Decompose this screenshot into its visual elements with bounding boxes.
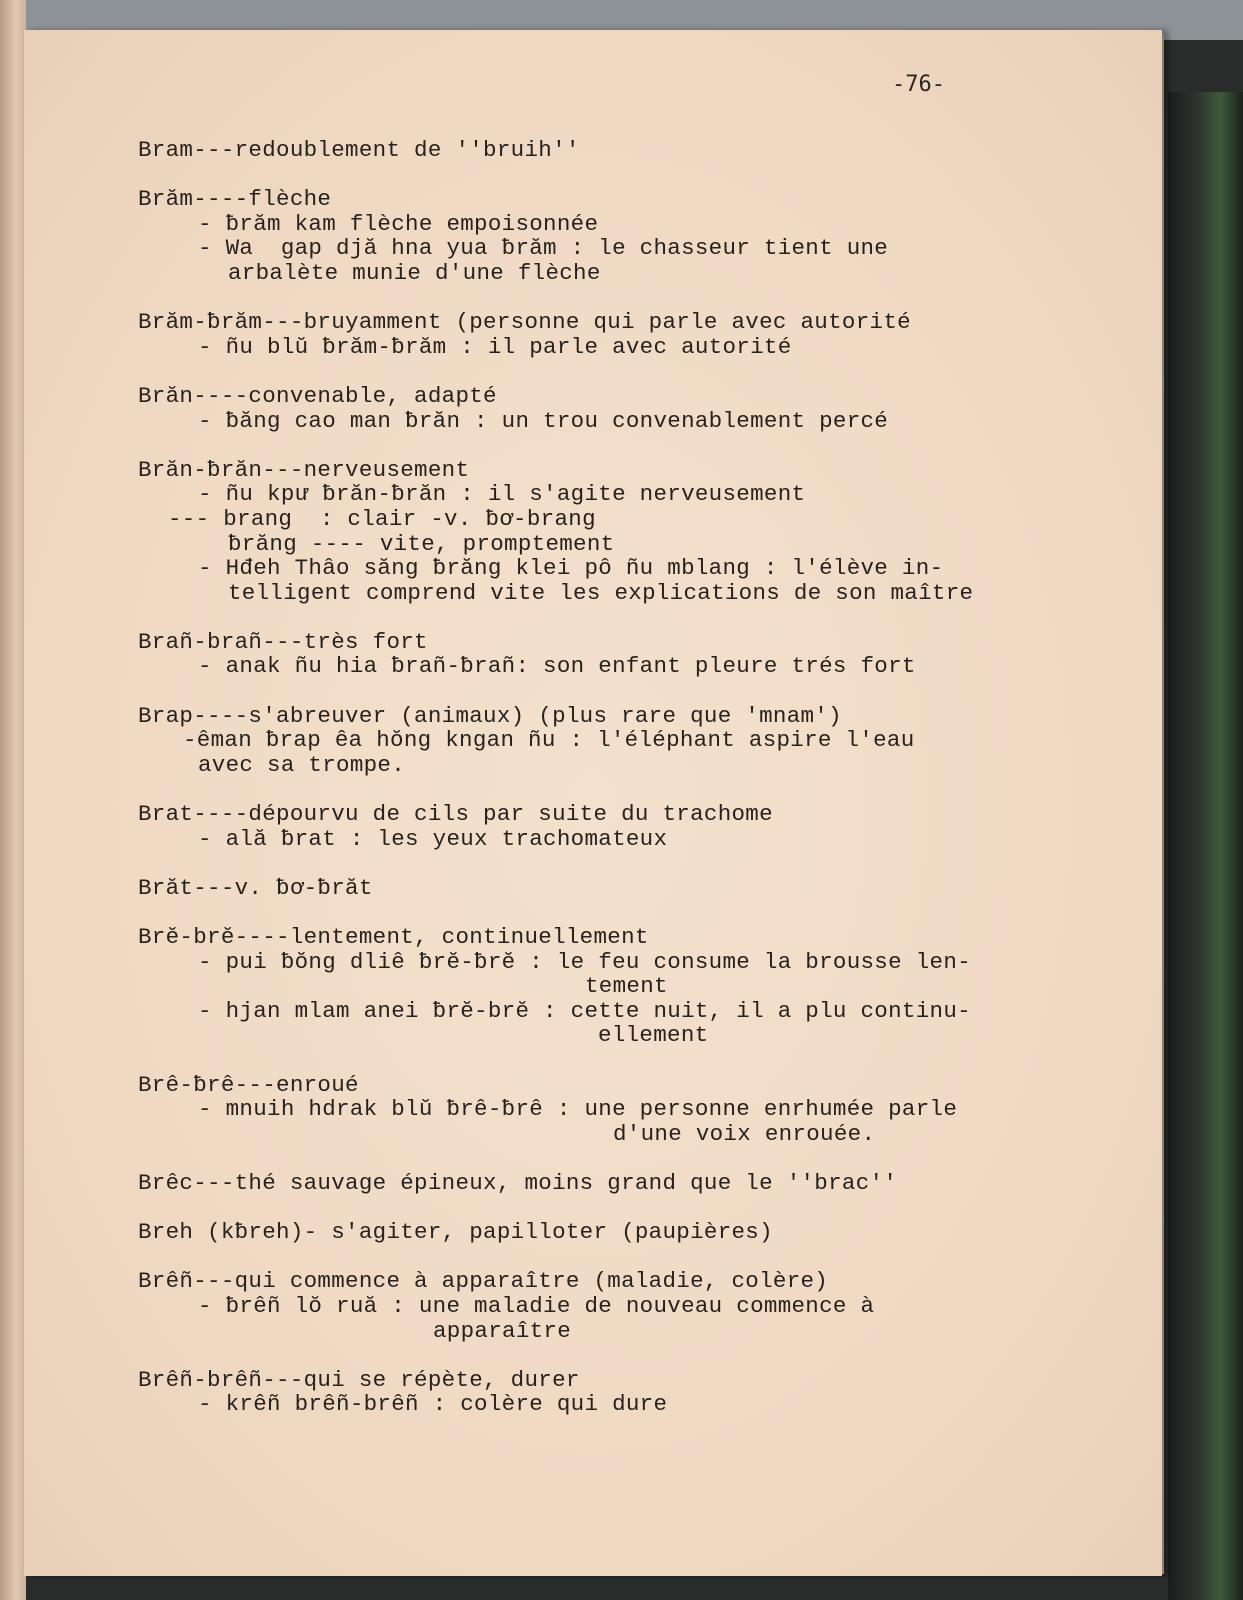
example-line: - ñu blŭ ƀrăm-ƀrăm : il parle avec autorité xyxy=(198,333,792,360)
entry-bre-circ xyxy=(138,1073,1138,1147)
continuation-line: avec sa trompe. xyxy=(198,751,406,778)
entry-bran xyxy=(138,384,1138,433)
example-line: - ƀrăm kam flèche empoisonnée xyxy=(198,210,599,237)
headword-line: Brêc---thé sauvage épineux, moins grand que le ''brac'' xyxy=(138,1169,898,1196)
entry-bran-bran xyxy=(138,458,1138,606)
headword-line: Brañ-brañ---très fort xyxy=(138,628,428,655)
entry-bre-bre xyxy=(138,925,1138,1048)
example-line: - hjan mlam anei ƀrĕ-brĕ : cette nuit, il a plu continu- xyxy=(198,997,971,1024)
example-line: - ală ƀrat : les yeux trachomateux xyxy=(198,825,668,852)
example-line: - krêñ brêñ-brêñ : colère qui dure xyxy=(198,1391,668,1418)
headword-line: Bram---redoublement de ''bruih'' xyxy=(138,137,580,163)
continuation-line: arbalète munie d'une flèche xyxy=(228,259,601,286)
example-line: - Hđeh Thâo săng ƀrăng klei pô ñu mblang : l'élève in- xyxy=(198,555,944,582)
headword-line: Brăn----convenable, adapté xyxy=(138,382,497,409)
entry-breh xyxy=(138,1220,1138,1245)
entry-brat-breve xyxy=(138,876,1138,901)
entry-bren-bren xyxy=(138,1368,1138,1417)
example-line: - ƀăng cao man ƀrăn : un trou convenablement percé xyxy=(198,407,889,434)
sub-entry-line: ƀrăng ---- vite, promptement xyxy=(228,530,615,557)
headword-line: Brăt---v. ƀơ-ƀrăt xyxy=(138,874,373,901)
headword-line: Brăm-ƀrăm---bruyamment (personne qui parle avec autorité xyxy=(138,309,911,336)
facing-page-edge xyxy=(0,0,26,1600)
example-line: - ƀrêñ lŏ ruă : une maladie de nouveau commence à xyxy=(198,1292,875,1319)
continuation-line: apparaître xyxy=(433,1317,572,1344)
headword-line: Brăn-ƀrăn---nerveusement xyxy=(138,456,470,483)
example-line: - mnuih hdrak blŭ ƀrê-ƀrê : une personne enrhumée parle xyxy=(198,1096,958,1123)
headword-line: Brêñ---qui commence à apparaître (maladie, colère) xyxy=(138,1268,829,1295)
example-line: - ñu kpư ƀrăn-ƀrăn : il s'agite nerveusement xyxy=(198,481,806,508)
entry-brap xyxy=(138,704,1138,778)
example-line: - Wa gap djă hna yua ƀrăm : le chasseur tient une xyxy=(198,235,889,262)
headword-line: Brê-ƀrê---enroué xyxy=(138,1071,359,1098)
entry-bram-bram xyxy=(138,310,1138,359)
continuation-line: ellement xyxy=(598,1022,709,1049)
headword-line: Brat----dépourvu de cils par suite du trachome xyxy=(138,801,773,828)
headword-line: Brap----s'abreuver (animaux) (plus rare que 'mnam') xyxy=(138,702,842,729)
headword-line: Breh (kƀreh)- s'agiter, papilloter (paupières) xyxy=(138,1219,773,1246)
entry-bran-tilde xyxy=(138,630,1138,679)
book-cover xyxy=(1168,92,1243,1600)
continuation-line: d'une voix enrouée. xyxy=(613,1120,876,1147)
example-line: -êman ƀrap êa hŏng kngan ñu : l'éléphant aspire l'eau xyxy=(183,727,915,754)
continuation-line: tement xyxy=(585,973,668,1000)
entry-bram xyxy=(138,138,1138,163)
page-number: -76- xyxy=(892,72,945,97)
entry-bren xyxy=(138,1269,1138,1343)
entry-bram-breve xyxy=(138,187,1138,285)
entry-brec xyxy=(138,1171,1138,1196)
dictionary-content xyxy=(138,138,1138,1441)
continuation-line: telligent comprend vite les explications de son maître xyxy=(228,579,974,606)
headword-line: Brĕ-brĕ----lentement, continuellement xyxy=(138,924,649,950)
headword-line: Brăm----flèche xyxy=(138,186,332,213)
example-line: - anak ñu hia ƀrañ-ƀrañ: son enfant pleure trés fort xyxy=(198,653,916,680)
example-line: - pui ƀŏng dliê ƀrĕ-ƀrĕ : le feu consume la brousse len- xyxy=(198,948,971,975)
entry-brat xyxy=(138,802,1138,851)
sub-entry-line: --- brang : clair -v. ƀơ-brang xyxy=(168,505,596,532)
headword-line: Brêñ-brêñ---qui se répète, durer xyxy=(138,1366,580,1393)
